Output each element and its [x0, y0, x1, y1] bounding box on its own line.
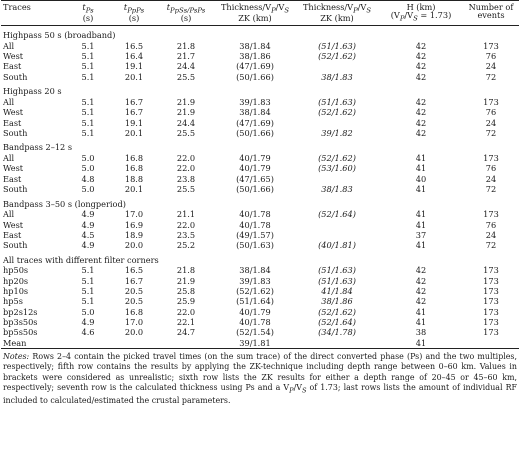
cell-tps: 5.1	[81, 71, 95, 82]
table-row	[1, 230, 519, 240]
cell-thickness-zk-alt	[295, 117, 379, 127]
cell-tppps: 20.1	[124, 183, 144, 194]
table-row	[1, 61, 519, 71]
table-row	[1, 174, 519, 184]
cell-trace: bp3s50s	[3, 316, 38, 327]
cell-thickness-zk: (52/1.54)	[236, 327, 274, 338]
cell-thickness-zk: (50/1.66)	[236, 127, 274, 138]
cell-number-of-events: 173	[483, 96, 499, 107]
cell-h: 42	[415, 51, 427, 62]
cell-number-of-events: 173	[483, 40, 499, 51]
cell-tppss: 23.8	[176, 173, 196, 184]
cell-thickness-zk-alt: (52/1.62)	[318, 306, 356, 317]
cell-trace: hp5s	[3, 296, 23, 307]
cell-thickness-zk-alt: (52/1.62)	[318, 107, 356, 118]
cell-number-of-events: 24	[485, 229, 497, 240]
header-thickness-zk-alt: Thickness/$V_P/V_S$ ZK (km)	[295, 1, 379, 26]
cell-thickness-zk-alt: (53/1.60)	[318, 163, 356, 174]
cell-tppps: 19.1	[124, 61, 144, 72]
cell-h: 42	[415, 71, 427, 82]
cell-tps: 5.0	[81, 153, 95, 164]
section-header-row	[1, 82, 519, 97]
cell-number-of-events: 72	[485, 127, 497, 138]
header-tps: $t_{Ps}$ (s)	[65, 1, 111, 26]
table-row	[1, 153, 519, 163]
cell-h: 41	[415, 240, 427, 251]
cell-thickness-zk-alt	[295, 174, 379, 184]
cell-tppps: 16.4	[124, 51, 144, 62]
cell-h: 42	[415, 265, 427, 276]
cell-thickness-zk-alt: (52/1.64)	[318, 209, 356, 220]
table-row	[1, 97, 519, 107]
table-row	[1, 327, 519, 337]
cell-thickness-zk: 39/1.83	[239, 96, 271, 107]
cell-h: 41	[415, 209, 427, 220]
cell-trace: bp5s50s	[3, 327, 38, 338]
cell-tppps: 20.1	[124, 127, 144, 138]
cell-trace: South	[3, 240, 28, 251]
cell-tppss: 24.4	[176, 117, 196, 128]
cell-number-of-events: 76	[485, 163, 497, 174]
cell-tppss: 21.7	[176, 51, 196, 62]
cell-tppss: 21.8	[176, 40, 196, 51]
section-title: Highpass 20 s	[3, 86, 62, 97]
cell-thickness-zk: 38/1.84	[239, 265, 271, 276]
cell-thickness-zk: 39/1.81	[215, 338, 295, 349]
cell-thickness-zk: 40/1.78	[239, 209, 271, 220]
section-header-row	[1, 25, 519, 41]
cell-number-of-events: 72	[485, 183, 497, 194]
cell-h: 42	[415, 286, 427, 297]
table-row	[1, 240, 519, 250]
cell-tppps: 16.8	[124, 153, 144, 164]
cell-tps: 5.1	[81, 286, 95, 297]
cell-tppss: 21.9	[176, 96, 196, 107]
cell-tps: 5.0	[81, 306, 95, 317]
cell-h: 37	[415, 229, 427, 240]
section-header-row	[1, 250, 519, 265]
table-row	[1, 117, 519, 127]
cell-trace: All	[3, 40, 15, 51]
section-header-row	[1, 194, 519, 209]
cell-number-of-events: 173	[483, 153, 499, 164]
cell-h: 38	[415, 327, 427, 338]
cell-tps: 5.1	[81, 127, 95, 138]
cell-tppss: 22.0	[176, 219, 196, 230]
cell-thickness-zk: (50/1.66)	[236, 183, 274, 194]
cell-tps: 5.1	[81, 117, 95, 128]
table-row	[1, 51, 519, 61]
cell-h: 41	[415, 183, 427, 194]
cell-tppps: 17.0	[124, 209, 144, 220]
cell-tppss: 21.9	[176, 107, 196, 118]
cell-h: 41	[415, 153, 427, 164]
cell-tps: 5.1	[81, 96, 95, 107]
cell-thickness-zk-alt: (52/1.62)	[318, 51, 356, 62]
cell-h: 41	[415, 163, 427, 174]
cell-tps: 5.1	[81, 296, 95, 307]
cell-h: 42	[415, 61, 427, 72]
cell-thickness-zk-alt: 38/1.83	[321, 183, 353, 194]
table-row	[1, 338, 519, 349]
cell-tppps: 16.8	[124, 306, 144, 317]
cell-tps: 5.0	[81, 183, 95, 194]
cell-tps: 5.1	[81, 265, 95, 276]
cell-h: 42	[415, 107, 427, 118]
cell-h: 41	[415, 306, 427, 317]
cell-number-of-events: 76	[485, 51, 497, 62]
cell-tppps: 18.8	[124, 173, 144, 184]
cell-trace: All	[3, 96, 15, 107]
cell-h: 41	[415, 316, 427, 327]
cell-tps: 5.0	[81, 163, 95, 174]
cell-trace: hp10s	[3, 286, 29, 297]
cell-tppps: 20.5	[124, 286, 144, 297]
cell-h: 41	[379, 338, 463, 349]
cell-trace: East	[3, 117, 22, 128]
cell-thickness-zk: 38/1.84	[239, 107, 271, 118]
cell-h: 40	[415, 173, 427, 184]
cell-tppss: 25.5	[176, 71, 196, 82]
cell-tppss: 21.8	[176, 265, 196, 276]
cell-number-of-events: 173	[483, 327, 499, 338]
table-notes: Notes: Rows 2–4 contain the picked travel times (on the sum trace) of the direct converted phase (Ps) and the two multiples, respectively; fifth row contains the results by applying the ZK-technique including depth range between 0–60 km. Values in brackets were considered as unrealistic; sixth row lists the ZK results for either a depth range of 20–45 or 45–60 km, respectively; seventh row is the calculated thickness using Ps and a $V_P/V_S$ of 1.73; last rows lists the amount of individual RF included to calculated/estimated the crustal parameters.	[3, 351, 517, 405]
cell-h: 42	[415, 40, 427, 51]
cell-tppps: 18.9	[124, 229, 144, 240]
table-row	[1, 286, 519, 296]
cell-tppss: 25.8	[176, 286, 196, 297]
cell-tppps: 20.0	[124, 327, 144, 338]
cell-tppps: 16.7	[124, 275, 144, 286]
cell-number-of-events: 173	[483, 275, 499, 286]
cell-tppps: 16.5	[124, 40, 144, 51]
cell-tppps: 16.7	[124, 96, 144, 107]
cell-number-of-events: 173	[483, 296, 499, 307]
cell-thickness-zk-alt: 38/1.83	[321, 71, 353, 82]
cell-tppss: 21.1	[176, 209, 196, 220]
section-header-row	[1, 138, 519, 153]
section-title: Highpass 50 s (broadband)	[3, 30, 116, 41]
table-row	[1, 107, 519, 117]
cell-number-of-events: 76	[485, 107, 497, 118]
cell-tps: 5.1	[81, 40, 95, 51]
cell-number-of-events	[463, 338, 519, 349]
cell-tppps	[111, 338, 157, 349]
cell-thickness-zk: (47/1.69)	[236, 61, 274, 72]
cell-tppps: 16.9	[124, 219, 144, 230]
table-row	[1, 296, 519, 306]
cell-tppps: 16.7	[124, 107, 144, 118]
cell-thickness-zk: (47/1.69)	[236, 117, 274, 128]
cell-trace: West	[3, 163, 24, 174]
cell-trace: West	[3, 107, 24, 118]
header-row	[1, 1, 519, 26]
table-row	[1, 209, 519, 219]
cell-h: 42	[415, 117, 427, 128]
table-row	[1, 220, 519, 230]
cell-thickness-zk: (50/1.63)	[236, 240, 274, 251]
cell-tppps: 17.0	[124, 316, 144, 327]
cell-tppss: 25.9	[176, 296, 196, 307]
section-title: Bandpass 2–12 s	[3, 142, 73, 153]
cell-thickness-zk-alt: (51/1.63)	[318, 275, 356, 286]
header-number-of-events: Number of events	[463, 1, 519, 26]
cell-number-of-events: 24	[485, 173, 497, 184]
table-row	[1, 317, 519, 327]
cell-tppps: 16.5	[124, 265, 144, 276]
table-row	[1, 276, 519, 286]
cell-h: 42	[415, 275, 427, 286]
header-tppps: $t_{PpPs}$ (s)	[111, 1, 157, 26]
cell-thickness-zk: (52/1.62)	[236, 286, 274, 297]
cell-thickness-zk: (50/1.66)	[236, 71, 274, 82]
header-traces: Traces	[1, 1, 65, 26]
cell-thickness-zk: (51/1.64)	[236, 296, 274, 307]
table-row	[1, 72, 519, 82]
cell-number-of-events: 72	[485, 71, 497, 82]
cell-number-of-events: 24	[485, 117, 497, 128]
cell-tppps: 19.1	[124, 117, 144, 128]
cell-thickness-zk: 40/1.78	[239, 316, 271, 327]
cell-trace: bp2s12s	[3, 306, 38, 317]
table-row	[1, 184, 519, 194]
cell-thickness-zk-alt: (51/1.63)	[318, 265, 356, 276]
cell-thickness-zk-alt: (51/1.63)	[318, 40, 356, 51]
cell-tps: 4.5	[81, 229, 95, 240]
cell-tps: 4.9	[81, 316, 95, 327]
cell-trace: All	[3, 153, 15, 164]
cell-tps: 5.1	[81, 107, 95, 118]
cell-tps: 5.1	[81, 275, 95, 286]
cell-tppss: 24.4	[176, 61, 196, 72]
header-h: H (km) $(V_P/V_S = 1.73)$	[379, 1, 463, 26]
cell-tps: 4.9	[81, 240, 95, 251]
cell-thickness-zk-alt: (34/1.78)	[318, 327, 356, 338]
cell-tppps: 20.0	[124, 240, 144, 251]
cell-thickness-zk-alt: (51/1.63)	[318, 96, 356, 107]
cell-thickness-zk-alt: (52/1.62)	[318, 153, 356, 164]
cell-tppss: 22.0	[176, 163, 196, 174]
section-title: All traces with different filter corners	[3, 254, 159, 265]
cell-tps: 4.6	[81, 327, 95, 338]
cell-tppss: 25.5	[176, 183, 196, 194]
table-body	[1, 25, 519, 348]
cell-h: 41	[415, 219, 427, 230]
section-title: Bandpass 3–50 s (longperiod)	[3, 198, 126, 209]
cell-tps: 5.1	[81, 51, 95, 62]
cell-trace: hp20s	[3, 275, 29, 286]
cell-thickness-zk: 40/1.78	[239, 219, 271, 230]
cell-trace: West	[3, 51, 24, 62]
cell-trace: Mean	[1, 338, 65, 349]
cell-tppps: 20.1	[124, 71, 144, 82]
cell-thickness-zk: 38/1.86	[239, 51, 271, 62]
cell-thickness-zk: 40/1.79	[239, 153, 271, 164]
cell-tppss: 25.5	[176, 127, 196, 138]
cell-number-of-events: 72	[485, 240, 497, 251]
cell-tppps: 20.5	[124, 296, 144, 307]
cell-trace: East	[3, 229, 22, 240]
header-tppss: $t_{PpSs/PsPs}$ (s)	[157, 1, 215, 26]
cell-trace: West	[3, 219, 24, 230]
cell-h: 42	[415, 296, 427, 307]
header-thickness-zk: Thickness/$V_P/V_S$ ZK (km)	[215, 1, 295, 26]
cell-tppss: 23.5	[176, 229, 196, 240]
cell-number-of-events: 173	[483, 316, 499, 327]
cell-thickness-zk-alt: 41/1.84	[321, 286, 353, 297]
table-row	[1, 307, 519, 317]
cell-number-of-events: 173	[483, 209, 499, 220]
cell-trace: South	[3, 127, 28, 138]
cell-h: 42	[415, 96, 427, 107]
cell-tppss: 22.1	[176, 316, 196, 327]
cell-tps	[65, 338, 111, 349]
cell-trace: hp50s	[3, 265, 29, 276]
cell-tps: 4.8	[81, 173, 95, 184]
cell-thickness-zk-alt	[295, 220, 379, 230]
cell-thickness-zk: (47/1.65)	[236, 173, 274, 184]
cell-number-of-events: 173	[483, 306, 499, 317]
cell-tppss: 24.7	[176, 327, 196, 338]
cell-thickness-zk: 40/1.79	[239, 163, 271, 174]
cell-thickness-zk-alt	[295, 61, 379, 71]
cell-trace: South	[3, 183, 28, 194]
cell-number-of-events: 76	[485, 219, 497, 230]
cell-trace: South	[3, 71, 28, 82]
table-row	[1, 265, 519, 275]
cell-number-of-events: 173	[483, 286, 499, 297]
results-table	[1, 0, 519, 349]
cell-thickness-zk-alt: 39/1.82	[321, 127, 353, 138]
cell-tps: 5.1	[81, 61, 95, 72]
cell-thickness-zk-alt	[295, 338, 379, 349]
cell-thickness-zk-alt: (52/1.64)	[318, 316, 356, 327]
cell-trace: All	[3, 209, 15, 220]
cell-h: 42	[415, 127, 427, 138]
table-row	[1, 41, 519, 51]
cell-trace: East	[3, 61, 22, 72]
cell-tppss: 21.9	[176, 275, 196, 286]
cell-thickness-zk: 40/1.79	[239, 306, 271, 317]
cell-tppss: 25.2	[176, 240, 196, 251]
cell-thickness-zk-alt: (40/1.81)	[318, 240, 356, 251]
table-row	[1, 128, 519, 138]
cell-thickness-zk-alt	[295, 230, 379, 240]
cell-tps: 4.9	[81, 219, 95, 230]
cell-trace: East	[3, 173, 22, 184]
cell-tppss: 22.0	[176, 153, 196, 164]
cell-thickness-zk: 39/1.83	[239, 275, 271, 286]
cell-tppss	[157, 338, 215, 349]
cell-thickness-zk: 38/1.84	[239, 40, 271, 51]
cell-number-of-events: 24	[485, 61, 497, 72]
cell-tps: 4.9	[81, 209, 95, 220]
cell-tppss: 22.0	[176, 306, 196, 317]
cell-thickness-zk-alt: 38/1.86	[321, 296, 353, 307]
cell-number-of-events: 173	[483, 265, 499, 276]
cell-tppps: 16.8	[124, 163, 144, 174]
cell-thickness-zk: (49/1.57)	[236, 229, 274, 240]
table-row	[1, 163, 519, 173]
